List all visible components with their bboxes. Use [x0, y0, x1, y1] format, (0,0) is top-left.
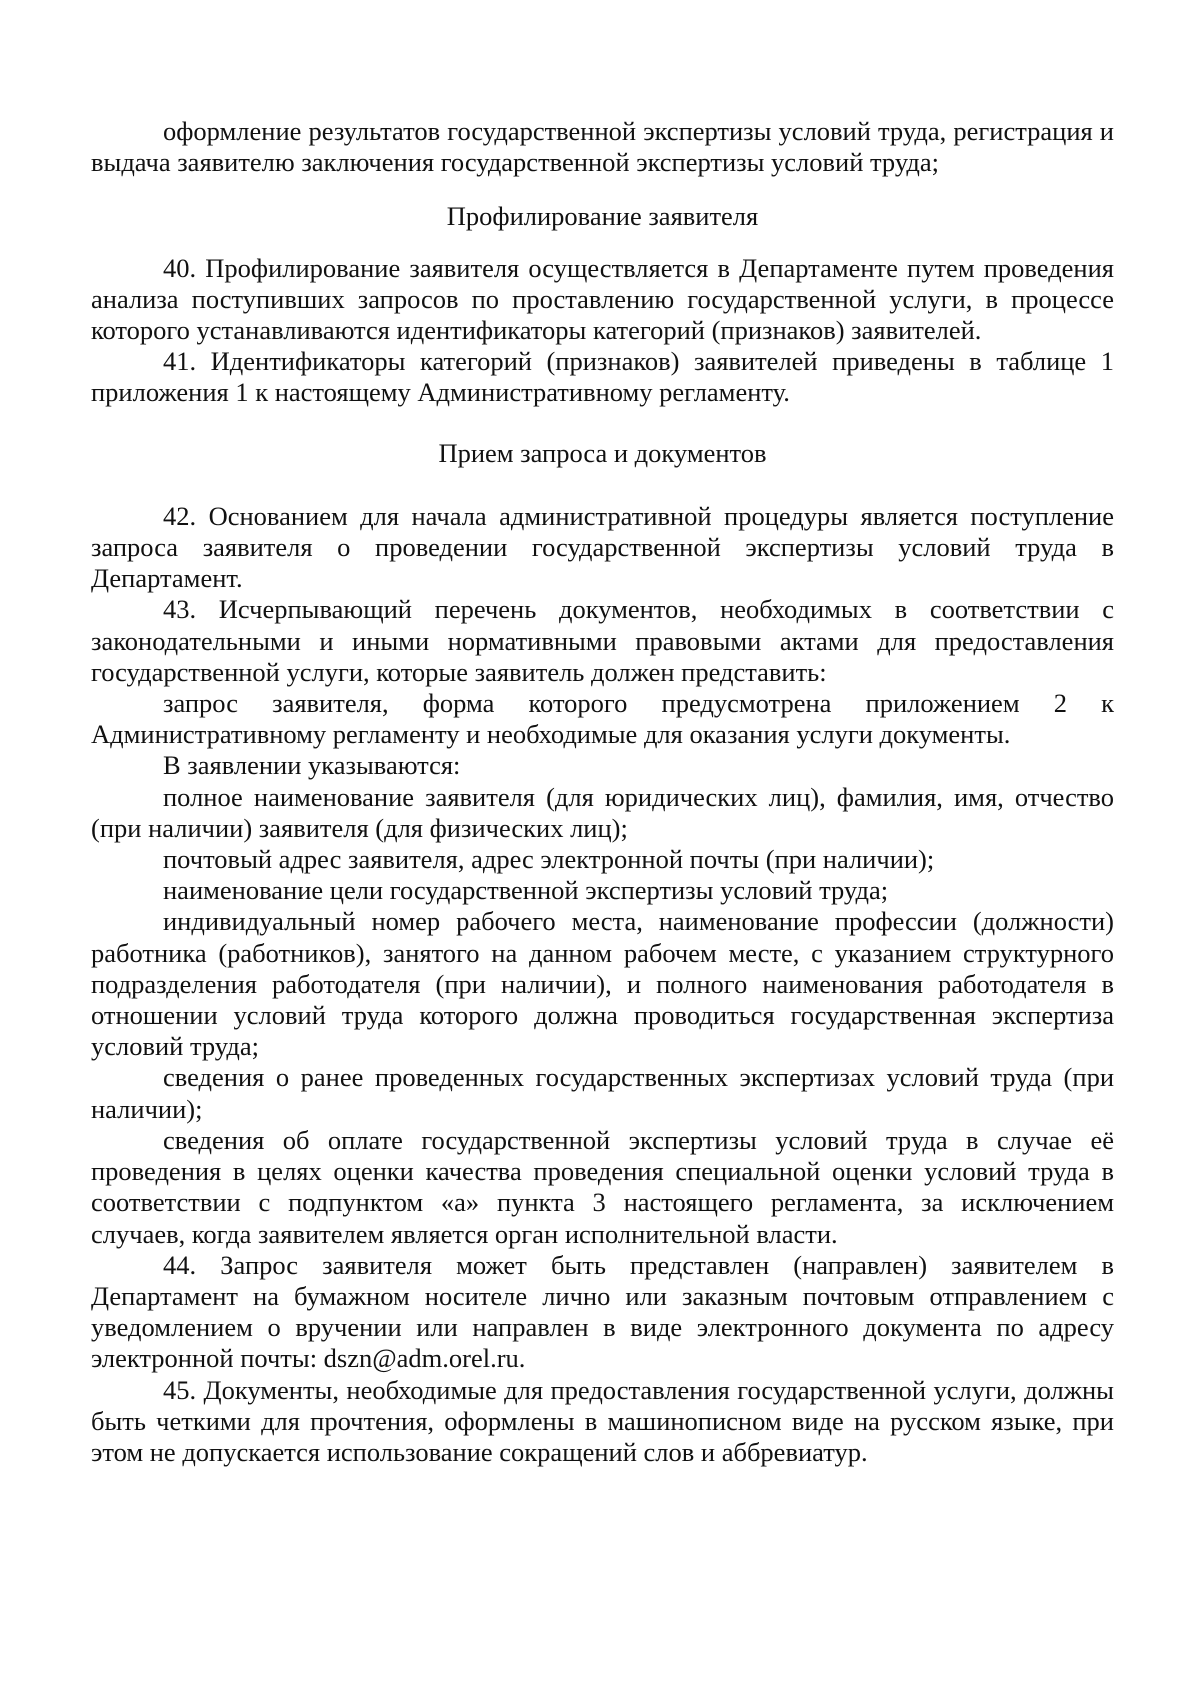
paragraph-41: 41. Идентификаторы категорий (признаков) заявителей приведены в таблице 1 приложения 1 к настоящему Административному регламенту.	[91, 346, 1114, 408]
list-item-postal-address: почтовый адрес заявителя, адрес электронной почты (при наличии);	[163, 844, 935, 875]
paragraph-42: 42. Основанием для начала административной процедуры является поступление запроса заявителя о проведении государственной экспертизы условий труда в Департамент.	[91, 500, 1114, 594]
paragraph-43-statement-heading: В заявлении указываются:	[163, 750, 461, 781]
intro-paragraph: оформление результатов государственной экспертизы условий труда, регистрация и выдача заявителю заключения государственной экспертизы условий труда;	[91, 116, 1114, 178]
list-item-previous-expertise: сведения о ранее проведенных государственных экспертизах условий труда (при наличии);	[91, 1062, 1114, 1124]
paragraph-43: 43. Исчерпывающий перечень документов, необходимых в соответствии с законодательными и иными нормативными правовыми актами для предоставления государственной услуги, которые заявитель должен представить:	[91, 594, 1114, 687]
paragraph-43-request: запрос заявителя, форма которого предусмотрена приложением 2 к Административному регламенту и необходимые для оказания услуги документы.	[91, 688, 1114, 750]
list-item-workplace: индивидуальный номер рабочего места, наименование профессии (должности) работника (работников), занятого на данном рабочем месте, с указанием структурного подразделения работодателя (при наличии), и полного наименования работодателя в отношении условий труда которого должна проводиться государственная экспертиза условий труда;	[91, 906, 1114, 1062]
section-title-reception: Прием запроса и документов	[438, 437, 767, 468]
paragraph-44: 44. Запрос заявителя может быть представлен (направлен) заявителем в Департамент на бумажном носителе лично или заказным почтовым отправлением с уведомлением о вручении или направлен в виде электронного документа по адресу электронной почты: dszn@adm.orel.ru.	[91, 1249, 1114, 1374]
list-item-full-name: полное наименование заявителя (для юридических лиц), фамилия, имя, отчество (при наличии) заявителя (для физических лиц);	[91, 781, 1114, 843]
section-title-profiling: Профилирование заявителя	[446, 201, 759, 232]
list-item-purpose: наименование цели государственной экспертизы условий труда;	[163, 875, 889, 906]
paragraph-40: 40. Профилирование заявителя осуществляется в Департаменте путем проведения анализа поступивших запросов по проставлению государственной услуги, в процессе которого устанавливаются идентификаторы категорий (признаков) заявителей.	[91, 252, 1114, 346]
list-item-payment: сведения об оплате государственной экспертизы условий труда в случае её проведения в целях оценки качества проведения специальной оценки условий труда в соответствии с подпунктом «а» пункта 3 настоящего регламента, за исключением случаев, когда заявителем является орган исполнительной власти.	[91, 1124, 1114, 1249]
paragraph-45: 45. Документы, необходимые для предоставления государственной услуги, должны быть четкими для прочтения, оформлены в машинописном виде на русском языке, при этом не допускается использование сокращений слов и аббревиатур.	[91, 1374, 1114, 1467]
document-body	[91, 116, 1114, 1468]
